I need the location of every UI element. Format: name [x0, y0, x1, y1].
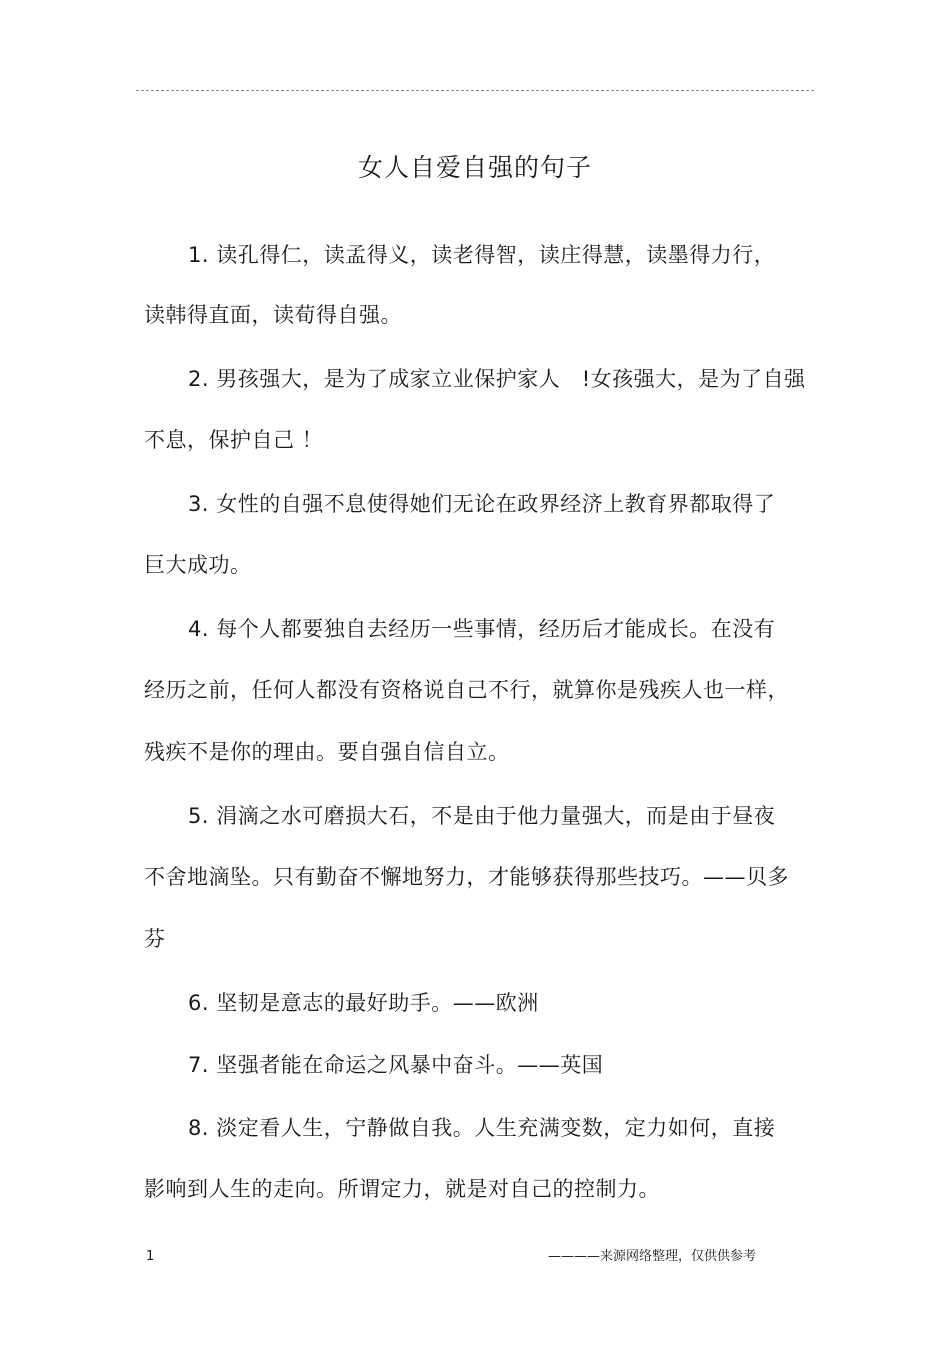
text-line: 5. 涓滴之水可磨损大石，不是由于他力量强大，而是由于昼夜 [188, 804, 776, 828]
text-line: 不息，保护自己 ！ [144, 428, 324, 452]
text-line: 不舍地滴坠。只有勤奋不懈地努力，才能够获得那些技巧。——贝多 [144, 865, 789, 889]
text-line: 7. 坚强者能在命运之风暴中奋斗。——英国 [188, 1053, 604, 1077]
source-note: ————来源网络整理，仅供供参考 [548, 1249, 757, 1264]
page-number: 1 [146, 1249, 155, 1264]
text-line: 3. 女性的自强不息使得她们无论在政界经济上教育界都取得了 [188, 492, 776, 516]
text-line: 残疾不是你的理由。要自强自信自立。 [144, 740, 510, 764]
text-line: 读韩得直面，读荀得自强。 [144, 303, 402, 327]
document-title: 女人自爱自强的句子 [357, 153, 592, 182]
text-line: 巨大成功。 [144, 553, 252, 577]
text-line: 6. 坚韧是意志的最好助手。——欧洲 [188, 991, 539, 1015]
text-line: 4. 每个人都要独自去经历一些事情，经历后才能成长。在没有 [188, 617, 776, 641]
header-dashed-rule [136, 90, 814, 91]
text-line: 影响到人生的走向。所谓定力，就是对自己的控制力。 [144, 1177, 660, 1201]
text-line: 芬 [144, 927, 166, 951]
text-line: 8. 淡定看人生，宁静做自我。人生充满变数，定力如何，直接 [188, 1116, 776, 1140]
text-line: 2. 男孩强大，是为了成家立业保护家人 !女孩强大，是为了自强 [188, 367, 806, 391]
text-line: 1. 读孔得仁，读孟得义，读老得智，读庄得慧，读墨得力行， [188, 243, 776, 267]
text-line: 经历之前，任何人都没有资格说自己不行，就算你是残疾人也一样， [144, 678, 789, 702]
